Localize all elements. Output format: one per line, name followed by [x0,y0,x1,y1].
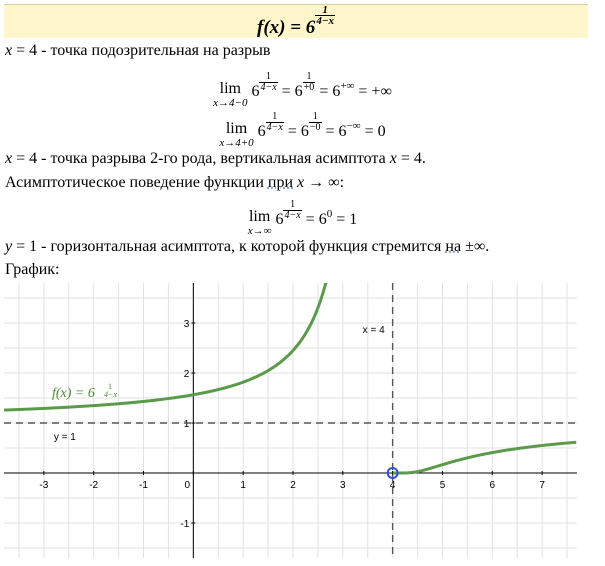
y-tick-label: 3 [183,319,190,330]
curve-right-branch [393,442,576,473]
y-tick-label: 2 [183,369,190,380]
text-line-suspect-point: x = 4 - точка подозрительная на разрыв [5,42,271,59]
text-line-asymptotic: Асимптотическое поведение функции при x → ∞: [5,174,345,191]
x-tick-label: -2 [89,480,99,491]
y-tick-label: -1 [180,519,190,530]
x-tick-label: 4 [389,480,396,491]
axes [4,283,577,558]
x-tick-label: 6 [489,480,496,491]
x-tick-label: 1 [240,480,246,491]
curve-label-exponent-den: 4−x [104,390,117,399]
text-line-horizontal: y = 1 - горизонтальная асимптота, к которой функция стремится на ±∞. [5,238,490,255]
title-formula: f(x) = 6 $\frac{1}{4-x}$ [257,3,334,38]
x-tick-label: 7 [539,480,545,491]
x-tick-label: -1 [139,480,148,491]
vertical-asymptote-label: x = 4 [362,325,385,336]
x-tick-label: 2 [290,480,296,491]
asymptotes [4,283,577,558]
x-tick-label: 5 [439,480,446,491]
y-tick-label: 1 [183,419,190,430]
text-line-graph-label: График: [5,261,60,278]
x-tick-label: 0 [184,480,191,491]
x-tick-label: 3 [340,480,346,491]
text-line-discontinuity: x = 4 - точка разрыва 2-го рода, вертикальная асимптота x = 4. [5,150,426,167]
limit-left: lim x→4−0 6 $\frac{1}{4-x}$ = 6 $\frac{1}{+0}$ = 6+∞ = +∞ [213,71,392,109]
grid [4,283,577,558]
function-graph [4,283,577,558]
horizontal-asymptote-label: y = 1 [53,432,76,443]
x-tick-label: -3 [39,480,49,491]
curve-label: f(x) = 6 [52,386,95,401]
curve-label-exponent: 1 [108,382,112,391]
limit-infinity: lim x→∞ 6 $\frac{1}{4-x}$ = $6^0 = 1$ [247,199,358,237]
formula-title [4,4,588,38]
limit-right: lim x→4+0 6 $\frac{1}{4-x}$ = 6 $\frac{1}{-0}$ = 6−∞ = 0 [219,111,386,149]
